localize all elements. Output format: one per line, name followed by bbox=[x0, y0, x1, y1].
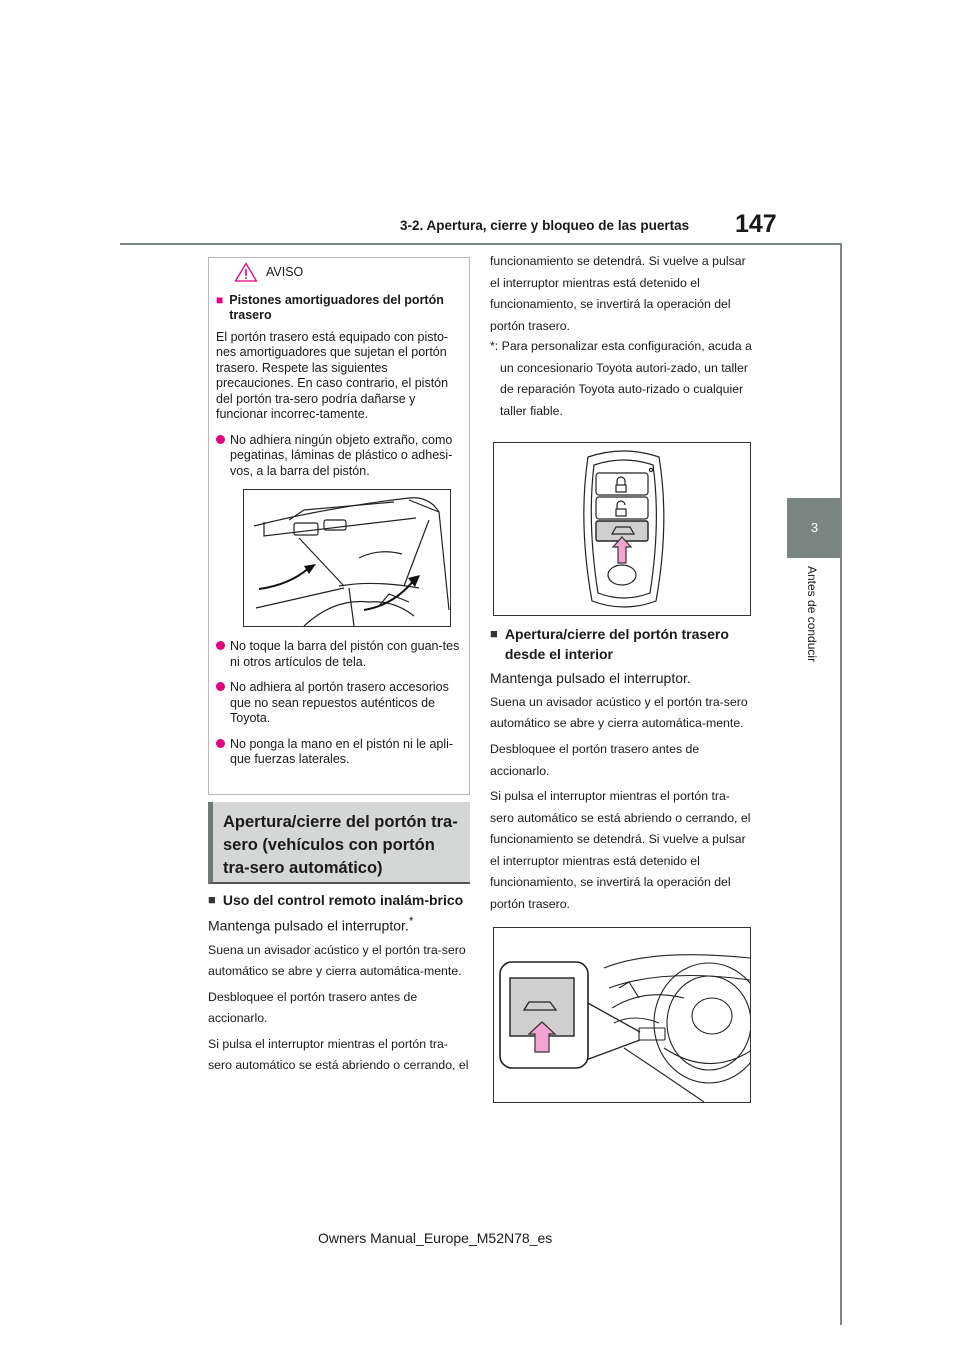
remote-subtitle-text: Uso del control remoto inalám-brico bbox=[222, 892, 464, 908]
interior-paragraph: Si pulsa el interruptor mientras el portón tra-sero automático se está abriendo o cerrando, el funcionamiento se detendrá. Si vuelve a pulsar el interruptor mientras está detenido el funcionamiento, se invertirá la operación del portón trasero. bbox=[490, 789, 751, 911]
key-fob-image bbox=[494, 443, 750, 615]
remote-paragraph: Suena un avisador acústico y el portón tra-sero automático se abre y cierra automática-mente. bbox=[208, 942, 466, 979]
warning-label: AVISO bbox=[266, 264, 304, 279]
warning-bullet bbox=[216, 433, 462, 480]
dashboard-switch-illustration bbox=[493, 927, 751, 1103]
round-bullet-icon bbox=[216, 682, 225, 691]
remote-subtitle bbox=[208, 890, 470, 911]
warning-subtitle-text: Pistones amortiguadores del portón trasero bbox=[229, 293, 444, 323]
section-heading: Apertura/cierre del portón tra-sero (vehículos con portón tra-sero automático) bbox=[208, 802, 470, 884]
warning-bullet-text: No ponga la mano en el pistón ni le apli-que fuerzas laterales. bbox=[230, 736, 454, 766]
round-bullet-icon bbox=[216, 641, 225, 650]
running-header: 3-2. Apertura, cierre y bloqueo de las puertas bbox=[400, 218, 690, 233]
warning-bullet bbox=[216, 639, 462, 670]
warning-paragraph: El portón trasero está equipado con pisto-nes amortiguadores que sujetan el portón trasero. Respete las siguientes precauciones. En caso contrario, el pistón del portón tra-sero podría dañarse y funcionar incorrec-tamente. bbox=[216, 329, 449, 421]
remote-control-section bbox=[208, 890, 470, 1082]
remote-paragraph-continuation bbox=[490, 252, 752, 332]
interior-subtitle bbox=[490, 624, 752, 665]
header-rule bbox=[120, 243, 842, 245]
continuation-text: funcionamiento se detendrá. Si vuelve a pulsar el interruptor mientras está detenido el funcionamiento, se invertirá la operación del portón trasero. bbox=[490, 254, 746, 332]
warning-subtitle bbox=[216, 293, 462, 324]
square-bullet-icon: ■ bbox=[216, 293, 224, 307]
interior-paragraph: Suena un avisador acústico y el portón tra-sero automático se abre y cierra automática-mente. bbox=[490, 694, 748, 731]
warning-bullet bbox=[216, 680, 462, 727]
warning-bullet-text: No adhiera ningún objeto extraño, como pegatinas, láminas de plástico o adhesi-vos, a la barra del pistón. bbox=[230, 432, 453, 478]
dashboard-image bbox=[494, 928, 750, 1102]
warning-bullet-text: No toque la barra del pistón con guan-tes ni otros artículos de tela. bbox=[230, 639, 460, 669]
warning-header bbox=[216, 258, 462, 285]
interior-paragraph: Desbloquee el portón trasero antes de accionarlo. bbox=[490, 741, 700, 778]
remote-paragraph: Desbloquee el portón trasero antes de accionarlo. bbox=[208, 989, 418, 1026]
side-rule bbox=[840, 245, 842, 1325]
warning-bullet bbox=[216, 737, 462, 768]
page-number: 147 bbox=[735, 210, 777, 238]
right-column bbox=[490, 252, 752, 1103]
interior-subtitle-text: Apertura/cierre del portón trasero desde el interior bbox=[504, 626, 729, 663]
footnote-marker: * bbox=[408, 914, 414, 928]
chapter-label: Antes de conducir bbox=[805, 566, 819, 663]
key-fob-illustration bbox=[493, 442, 751, 616]
remote-lead-text: Mantenga pulsado el interruptor. bbox=[208, 917, 409, 934]
liftgate-image bbox=[244, 490, 450, 626]
footer-document-id: Owners Manual_Europe_M52N78_es bbox=[318, 1230, 553, 1246]
round-bullet-icon bbox=[216, 739, 225, 748]
square-bullet-icon: ■ bbox=[208, 892, 216, 907]
warning-box bbox=[208, 257, 470, 795]
warning-bullet-text: No adhiera al portón trasero accesorios que no sean repuestos auténticos de Toyota. bbox=[230, 680, 449, 725]
footnote: *: Para personalizar esta configuración, acuda a un concesionario Toyota autori-zado, un taller de reparación Toyota auto-rizado o cualquier taller fiable. bbox=[490, 339, 752, 418]
interior-lead: Mantenga pulsado el interruptor. bbox=[490, 669, 691, 686]
round-bullet-icon bbox=[216, 435, 225, 444]
remote-paragraph-continued: Si pulsa el interruptor mientras el portón tra-sero automático se está abriendo o cerrando, el bbox=[208, 1036, 469, 1073]
square-bullet-icon: ■ bbox=[490, 626, 498, 642]
chapter-tab bbox=[787, 498, 842, 558]
liftgate-piston-illustration bbox=[243, 489, 451, 627]
chapter-number: 3 bbox=[810, 520, 819, 535]
warning-triangle-icon bbox=[234, 262, 258, 282]
remote-lead bbox=[208, 914, 470, 936]
